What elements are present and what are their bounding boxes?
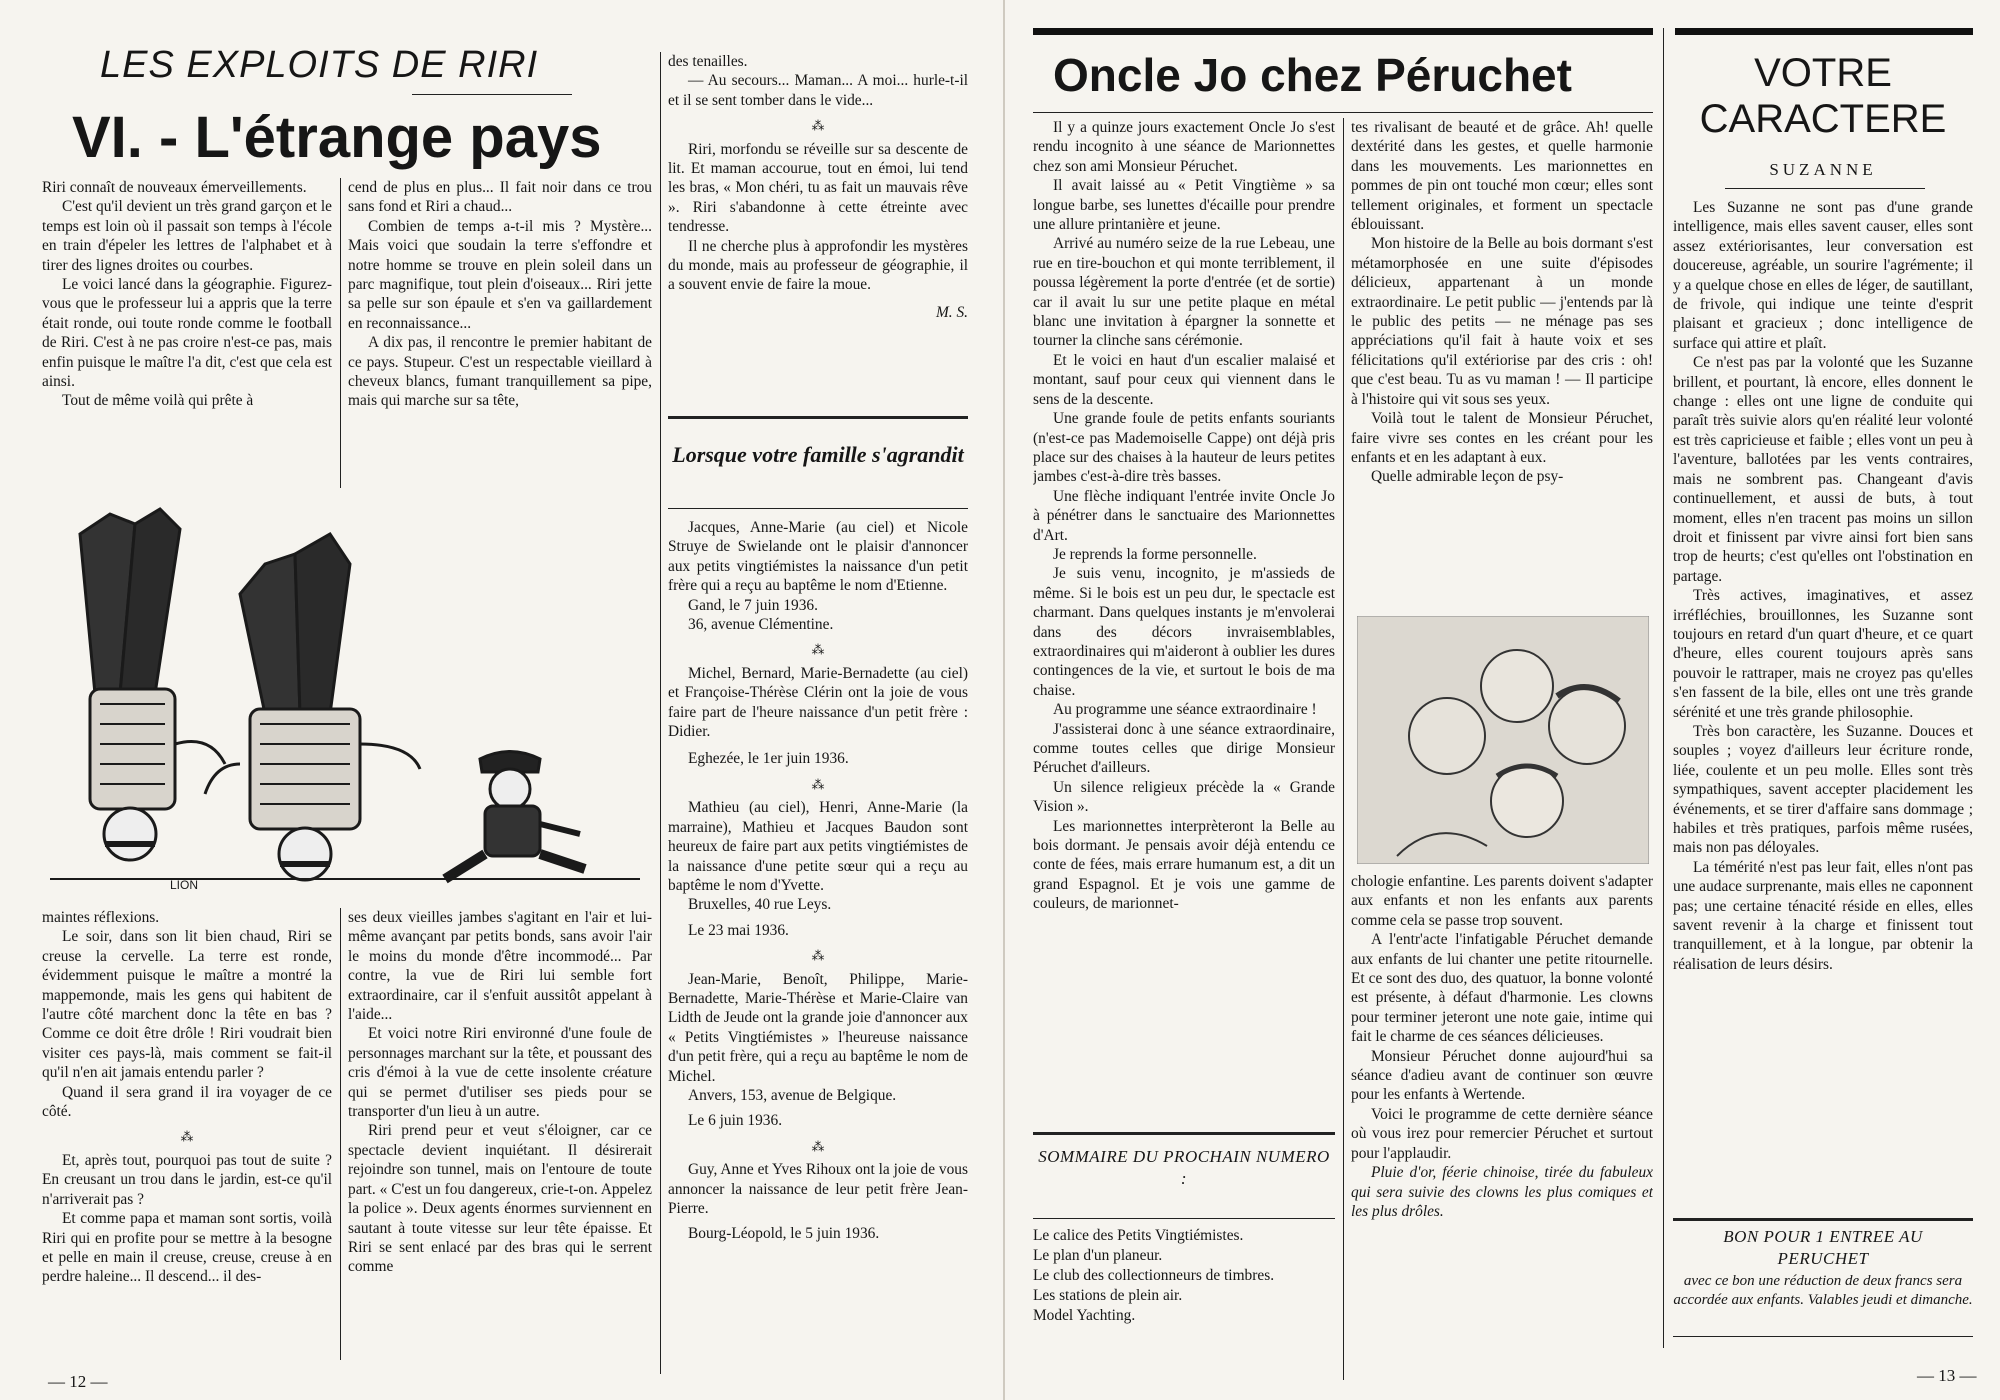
paragraph: Il avait laissé au « Petit Vingtième » sa longue barbe, ses lunettes d'écaille pour prendre une allure printanière et jeune. xyxy=(1033,177,1335,234)
announcement-text: Guy, Anne et Yves Rihoux ont la joie de vous annoncer la naissance de leur petit frère Jean-Pierre. xyxy=(668,1161,968,1217)
paragraph: Et, après tout, pourquoi pas tout de suite ? En creusant un trou dans le jardin, est-ce qu'il n'arriverait pas ? xyxy=(42,1151,332,1208)
story-col2 xyxy=(348,178,652,488)
story-lower-col1 xyxy=(42,908,332,1360)
paragraph: Quelle admirable leçon de psy- xyxy=(1371,468,1564,486)
section-rule xyxy=(668,416,968,419)
paragraph: Et le voici en haut d'un escalier malaisé et montant, sauf pour ceux qui viennent dans le sens de la descente. xyxy=(1033,351,1335,408)
paragraph: chologie enfantine. Les parents doivent s'adapter aux enfants et non les enfants aux parents comme cela se passe trop souvent. xyxy=(1351,873,1653,929)
announcement-date: Le 6 juin 1936. xyxy=(688,1112,783,1130)
paragraph: Un silence religieux précède la « Grande Vision ». xyxy=(1033,778,1335,816)
paragraph: Le soir, dans son lit bien chaud, Riri se creuse la cervelle. La terre est ronde, évidemment puisque le maître a montré la mappemonde, mais les gens qui habitent de l'autre côté marchent donc la tête en bas ? Comme ce doit être drôle ! Riri voudrait bien visiter ces pays-là, mais comment se fait-il qu'il n'en ait jamais entendu parler ? xyxy=(42,928,332,1082)
paragraph: cend de plus en plus... Il fait noir dans ce trou sans fond et Riri a chaud... xyxy=(348,179,652,216)
announcement-place: Bruxelles, 40 rue Leys. xyxy=(688,896,832,914)
paragraph: Le voici lancé dans la géographie. Figurez-vous que le professeur lui a appris que la terre était ronde, oui toute ronde comme le football de Riri. C'est à ne pas croire n'est-ce pas, mais enfin puisque le maître l'a dit, c'est que cela est ainsi. xyxy=(42,276,332,391)
paragraph: Une grande foule de petits enfants souriants (n'est-ce pas Mademoiselle Cappe) ont déjà pris place sur des chaises à la hauteur de leurs petites jambes c'est-à-dire très basses. xyxy=(1033,410,1335,486)
header-rule xyxy=(1675,28,1973,35)
announcement-text: Jean-Marie, Benoît, Philippe, Marie-Bernadette, Marie-Thérèse et Marie-Claire van Lidth de Jeude ont la grande joie d'annoncer aux « Petits Vingtiémistes » l'heureuse naissance d'un petit frère, qui a reçu au baptême le nom de Michel. xyxy=(668,970,968,1085)
sommaire-title: SOMMAIRE DU PROCHAIN NUMERO : xyxy=(1038,1147,1330,1188)
paragraph: Ce n'est pas par la volonté que les Suzanne brillent, et pourtant, là encore, elles donnent le change : elles ont une ligne de conduite qui paraît très suivie alors qu'en réalité leur volonté est très capricieuse et faible ; elles vont un peu à l'aventure, ballotées par les vents contraires, mais ne sombrent pas. Changeant d'avis continuellement, et aussi de buts, à tout moment, elles n'en tracent pas moins un sillon droit et finissent par vivre ainsi fort bien sans trop de heurts; c'est qu'elles ont l'obstination en partage. xyxy=(1673,354,1973,585)
paragraph: Et comme papa et maman sont sortis, voilà Riri qui en profite pour se mettre à la besogne et pelle en main il creuse, creuse, creuse à en perdre haleine... Il descend... il des- xyxy=(42,1210,332,1286)
column-rule xyxy=(1663,28,1664,1348)
column-rule xyxy=(1343,118,1344,1380)
section-rule xyxy=(1033,1132,1335,1135)
announcement-date: Le 23 mai 1936. xyxy=(688,921,789,939)
sommaire-item: Model Yachting. xyxy=(1033,1307,1136,1324)
family-section-title: Lorsque votre famille s'agrandit xyxy=(672,442,964,467)
announcement-place: Eghezée, le 1er juin 1936. xyxy=(688,750,849,768)
announcement-text: Michel, Bernard, Marie-Bernadette (au ciel) et Françoise-Thérèse Clérin ont la joie de vous faire part de l'heure naissance d'un petit frère : Didier. xyxy=(668,664,968,741)
oncle-jo-col2-lower xyxy=(1351,872,1653,1372)
sommaire-list xyxy=(1033,1226,1335,1366)
paragraph: Riri, morfondu se réveille sur sa descente de lit. Et maman accourue, tout en émoi, lui tend les bras, « Mon chéri, tu as fait un mauvais rêve ». Riri s'abandonne à cette étreinte avec tendresse. xyxy=(668,140,968,236)
paragraph: Je suis venu, incognito, je m'assieds de même. Si le bois est un peu dur, le spectacle est charmant. Dans quelques instants je m'envolerai dans des décors invraisemblables, extraordinaires qui m'aideront à oublier les dures contingences de la vie, et surtout le bois de ma chaise. xyxy=(1033,565,1335,699)
column-rule xyxy=(340,178,341,488)
section-ornament: ⁂ xyxy=(811,948,825,964)
paragraph: Il ne cherche plus à approfondir les mystères du monde, mais au professeur de géographie, il a souvent envie de faire la moue. xyxy=(668,237,968,294)
subtitle-underline xyxy=(1725,188,1925,189)
paragraph: A l'entr'acte l'infatigable Péruchet demande aux enfants de lui chanter une petite ritournelle. Et ce sont des duo, des quatuor, la bonne volonté est présente, à défaut d'harmonie. Les clowns pour terminer jeteront une note gaie, intime qui fait le charme de ces séances délicieuses. xyxy=(1351,931,1653,1046)
paragraph: Voici le programme de cette dernière séance où vous irez pour remercier Péruchet et surtout pour l'applaudir. xyxy=(1351,1105,1653,1162)
paragraph: des tenailles. xyxy=(668,53,748,70)
sommaire-item: Le calice des Petits Vingtiémistes. xyxy=(1033,1227,1244,1244)
paragraph: J'assisterai donc à une séance extraordinaire, comme toutes celles que dirige Monsieur Péruchet d'ailleurs. xyxy=(1033,720,1335,777)
header-rule xyxy=(1033,28,1653,35)
paragraph: Les Suzanne ne sont pas d'une grande intelligence, mais elles savent causer, elles sont assez extériorisantes, leur conversation est doucereuse, agréable, un sourire l'agrémente; il y a quelque chose en elles de léger, de sautillant, de frivole, qui indique une teinte d'esprit plaisant et gracieux ; donc intelligence de surface qui attire et plaît. xyxy=(1673,199,1973,352)
story-lower-col2 xyxy=(348,908,652,1360)
column-rule xyxy=(660,52,661,1374)
paragraph: Il y a quinze jours exactement Oncle Jo s'est rendu incognito à une séance de Marionnettes chez son ami Monsieur Péruchet. xyxy=(1033,119,1335,175)
section-rule xyxy=(1033,1218,1335,1219)
paragraph: A dix pas, il rencontre le premier habitant de ce pays. Stupeur. C'est un respectable vieillard à cheveux blancs, fumant tranquillement sa pipe, mais qui marche sur sa tête, xyxy=(348,334,652,410)
paragraph: Très bon caractère, les Suzanne. Douces et souples ; voyez d'ailleurs leur écriture ronde, liée, coulente et un peu molle. Elles sont très sympathiques, savent accepter placidement les événements, et se tirer d'affaire sans dommage ; habiles et très pratiques, parfois même rusées, mais non pas déloyales. xyxy=(1673,722,1973,857)
paragraph: Je reprends la forme personnelle. xyxy=(1053,545,1257,563)
paragraph: maintes réflexions. xyxy=(42,909,160,926)
page-number: — 12 — xyxy=(48,1372,108,1391)
right-page xyxy=(1003,0,2000,1400)
section-rule xyxy=(1033,112,1653,113)
children-sketch-illustration xyxy=(1357,616,1649,864)
kicker-underline xyxy=(412,94,572,95)
paragraph: Tout de même voilà qui prête à xyxy=(62,392,254,410)
paragraph: Et voici notre Riri environné d'une foule de personnages marchant sur la tête, et poussant des cris d'émoi à la vue de cette insolente créature qui se permet d'utiliser ses pieds pour se transporter d'un lieu à un autre. xyxy=(348,1025,652,1121)
section-rule xyxy=(668,508,968,509)
author-signature: M. S. xyxy=(935,303,968,321)
votre-caractere-text xyxy=(1673,198,1973,1198)
announcement-text: Mathieu (au ciel), Henri, Anne-Marie (la marraine), Mathieu et Jacques Baudon sont heureux de faire part aux petits vingtiémistes de la naissance d'une petite sœur qui a reçu au baptême le nom d'Yvette. xyxy=(668,799,968,894)
paragraph: Combien de temps a-t-il mis ? Mystère... Mais voici que soudain la terre s'effondre et notre homme se trouve en plein soleil dans un parc magnifique, tout plein d'oiseaux... Riri jette sa pelle sur son épaule et s'en va gaillardement en reconnaissance... xyxy=(348,217,652,332)
sommaire-item: Le plan d'un planeur. xyxy=(1033,1247,1163,1264)
paragraph: Au programme une séance extraordinaire ! xyxy=(1053,701,1317,719)
paragraph: Très actives, imaginatives, et assez irréfléchies, brouillonnes, les Suzanne sont toujours en retard d'un quart d'heure, et ce quart d'heure, elles courent toujours après sans pouvoir le rattraper, mais ne croyez pas qu'elles s'en fassent de la bile, elles ont une très grande sérénité et une très grande philosophie. xyxy=(1673,587,1973,721)
section-rule xyxy=(1673,1218,1973,1221)
section-ornament: ⁂ xyxy=(180,1129,194,1145)
paragraph: Monsieur Péruchet donne aujourd'hui sa séance d'adieu avant de continuer son œuvre pour les enfants à Wertende. xyxy=(1351,1047,1653,1104)
votre-caractere-title: VOTRE CARACTERE xyxy=(1699,51,1947,141)
paragraph: C'est qu'il devient un très grand garçon et le temps est loin où il passait son temps à l'école en train d'épeler les lettres de l'alphabet et à tirer des lignes droites ou courbes. xyxy=(42,198,332,274)
story-kicker: LES EXPLOITS DE RIRI xyxy=(100,44,539,86)
bon-entree-title: BON POUR 1 ENTREE AU PERUCHET xyxy=(1723,1227,1923,1268)
sommaire-item: Le club des collectionneurs de timbres. xyxy=(1033,1267,1275,1284)
paragraph: ses deux vieilles jambes s'agitant en l'air et lui-même avançant par petits bonds, sans avoir l'air le moins du monde d'être incommodé... Par contre, la vue de Riri lui semble fort extraordinaire, car il s'enfuit aussitôt appelant à l'aide... xyxy=(348,909,652,1024)
announcement-place: Bourg-Léopold, le 5 juin 1936. xyxy=(688,1225,880,1243)
illustrator-signature: LION xyxy=(170,878,199,892)
paragraph: Quand il sera grand il ira voyager de ce côté. xyxy=(42,1083,332,1121)
paragraph: La témérité n'est pas leur fait, elles n'ont pas une audace surprenante, mais elles ne caponnent pas; une certaine ténacité réside en elles, elles savent revenir à la charge et finissent tout tranquillement, et à la longue, par obtenir la réalisation de leurs désirs. xyxy=(1673,858,1973,973)
paragraph: Riri prend peur et veut s'éloigner, car ce spectacle devient inquiétant. Il désirerait rejoindre son tunnel, mais on l'entoure de toute part. « C'est un fou dangereux, crie-t-on. Appelez la police ». Deux agents énormes surviennent en sautant à toute vitesse sur leur tête épaisse. Et Riri se sent enlacé par des bras qui le serrent comme xyxy=(348,1122,652,1276)
column-rule xyxy=(340,908,341,1360)
family-announcements xyxy=(668,518,968,1370)
paragraph: Les marionnettes interprèteront la Belle au bois dormant. Je pensais avoir déjà entendu ce conte de fées, mais errare humanum est, a dit un grand Espagnol. Et je vois une gamme de couleurs, de marionnet- xyxy=(1033,817,1335,913)
story-col1 xyxy=(42,178,332,488)
announcement-place: Gand, le 7 juin 1936. xyxy=(688,596,818,614)
votre-caractere-subtitle: SUZANNE xyxy=(1769,160,1877,179)
section-ornament: ⁂ xyxy=(811,642,825,658)
section-rule xyxy=(1673,1336,1973,1337)
announcement-text: Jacques, Anne-Marie (au ciel) et Nicole Struye de Swielande ont le plaisir d'annoncer aux petits vingtiémistes la naissance d'un petit frère qui a reçu au baptême le nom d'Etienne. xyxy=(668,519,968,595)
paragraph: Riri connaît de nouveaux émerveillements. xyxy=(42,179,307,196)
oncle-jo-col1 xyxy=(1033,118,1335,1124)
story-col3 xyxy=(668,52,968,402)
bon-entree-text: avec ce bon une réduction de deux francs sera accordée aux enfants. Valables jeudi et dimanche. xyxy=(1673,1273,1973,1308)
riri-upside-down-illustration xyxy=(40,494,652,894)
sommaire-item: Les stations de plein air. xyxy=(1033,1287,1183,1304)
section-ornament: ⁂ xyxy=(811,776,825,792)
paragraph: — Au secours... Maman... A moi... hurle-t-il et il se sent tomber dans le vide... xyxy=(668,72,968,109)
oncle-jo-title: Oncle Jo chez Péruchet xyxy=(1053,49,1572,101)
announcement-place: Anvers, 153, avenue de Belgique. xyxy=(688,1086,897,1104)
paragraph: Mon histoire de la Belle au bois dormant s'est métamorphosée en une suite d'épisodes délicieux, appartenant à un monde extraordinaire. Le petit public — j'entends par là le public des petits — ne ménage pas ses appréciations qu'il fait à haute voix et ses félicitations qu'il extériorise par des cris : oh! que c'est beau. Tu as vu maman ! — Il participe à l'histoire qui vit sous ses yeux. xyxy=(1351,235,1653,408)
announcement-address: 36, avenue Clémentine. xyxy=(688,616,834,634)
section-ornament: ⁂ xyxy=(811,118,825,134)
paragraph: Pluie d'or, féerie chinoise, tirée du fabuleux qui sera suivie des clowns les plus comiques et les plus drôles. xyxy=(1351,1164,1653,1220)
paragraph: Voilà tout le talent de Monsieur Péruchet, faire vivre ses contes en les créant pour les enfants et en les adaptant à eux. xyxy=(1351,410,1653,466)
paragraph: tes rivalisant de beauté et de grâce. Ah! quelle dextérité dans les gestes, et quelle harmonie dans les mouvements. Les marionnettes en pommes de pin ont touché mon cœur; elles sont tellement originales, et forment un spectacle éblouissant. xyxy=(1351,119,1653,234)
paragraph: Arrivé au numéro seize de la rue Lebeau, une rue en tire-bouchon et qui monte terriblement, il poussa légèrement la porte d'entrée (et de sortie) car il avait lu sur une petite plaque en métal blanc une invitation à épargner la sonnette et tourner la clinche sans cérémonie. xyxy=(1033,235,1335,350)
paragraph: Une flèche indiquant l'entrée invite Oncle Jo à pénétrer dans le sanctuaire des Marionnettes d'Art. xyxy=(1033,487,1335,544)
section-ornament: ⁂ xyxy=(811,1138,825,1154)
story-title: VI. - L'étrange pays xyxy=(72,105,602,170)
page-number: — 13 — xyxy=(1917,1366,1977,1385)
oncle-jo-col2 xyxy=(1351,118,1653,608)
